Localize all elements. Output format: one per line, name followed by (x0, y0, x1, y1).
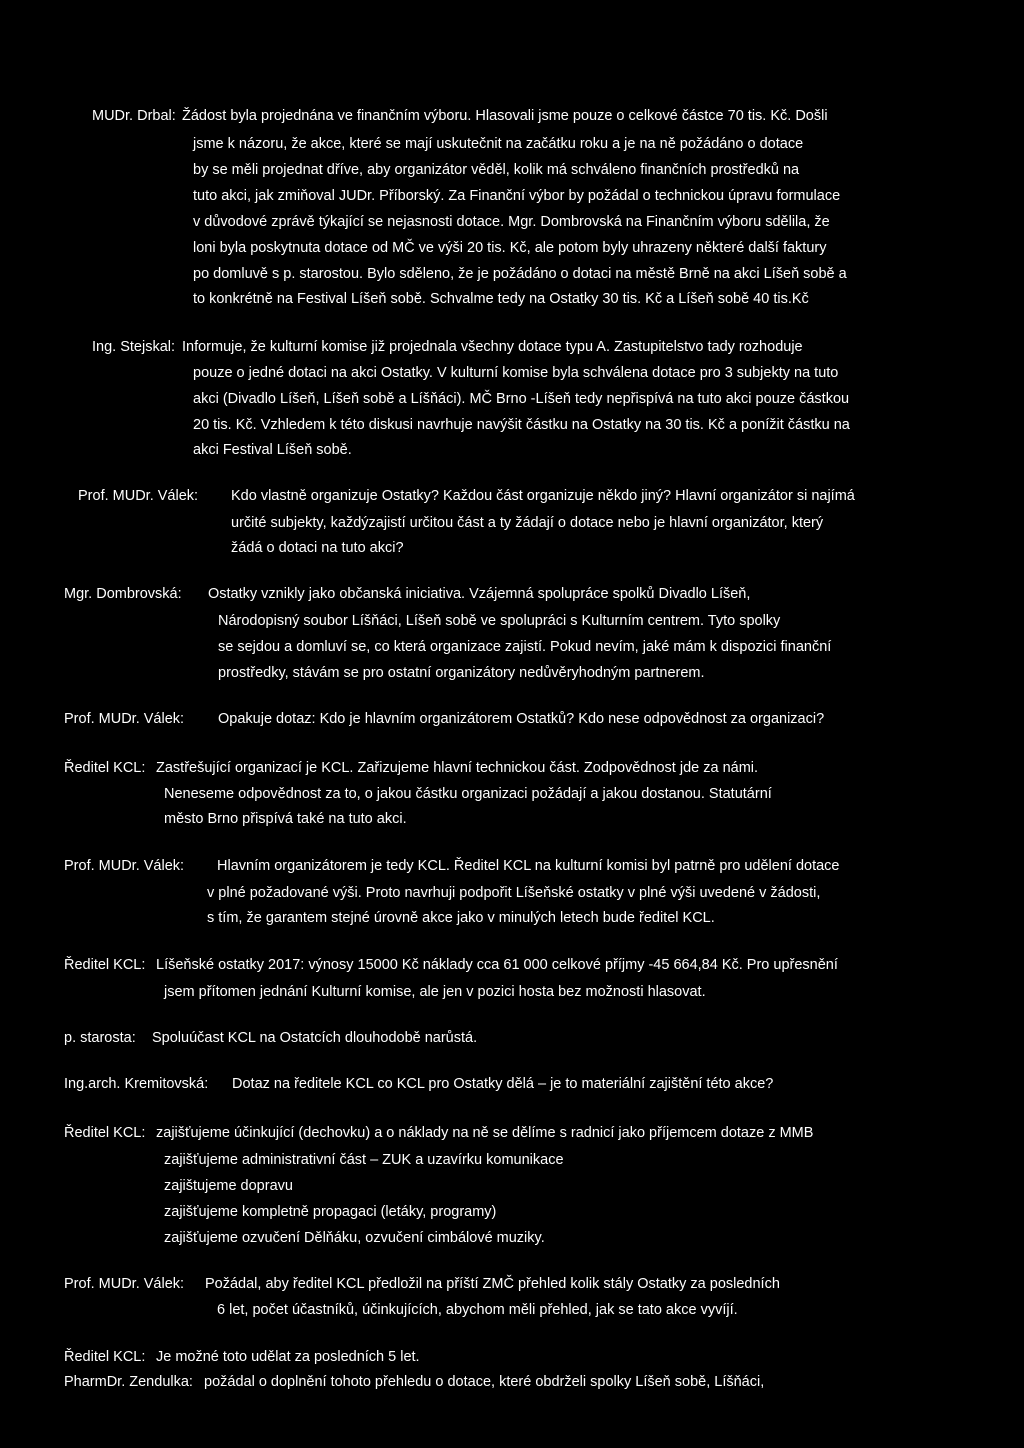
statement-line: se sejdou a domluví se, co která organizace zajistí. Pokud nevím, jaké mám k dispozici finanční (218, 639, 832, 655)
statement-line: po domluvě s p. starostou. Bylo sděleno, že je požádáno o dotaci na městě Brně na akci Líšeň sobě a (193, 266, 847, 282)
statement-line: jsme k názoru, že akce, které se mají uskutečnit na začátku roku a je na ně požádáno o dotace (193, 136, 804, 152)
statement-line: Ostatky vznikly jako občanská iniciativa. Vzájemná spolupráce spolků Divadlo Líšeň, (208, 586, 751, 602)
statement-line: s tím, že garantem stejné úrovně akce jako v minulých letech bude ředitel KCL. (207, 910, 715, 926)
statement-line: Opakuje dotaz: Kdo je hlavním organizátorem Ostatků? Kdo nese odpovědnost za organizaci? (218, 711, 825, 727)
statement-line: Kdo vlastně organizuje Ostatky? Každou část organizuje někdo jiný? Hlavní organizátor si najímá (231, 488, 855, 504)
statement-line: loni byla poskytnuta dotace od MČ ve výši 20 tis. Kč, ale potom byly uhrazeny některé další faktury (193, 240, 827, 256)
statement-line: Neneseme odpovědnost za to, o jakou částku organizaci požádají a jakou dostanou. Statutární (164, 786, 772, 802)
speaker-label: Ředitel KCL: (64, 1349, 146, 1365)
statement-line: zajišťujeme účinkující (dechovku) a o náklady na ně se dělíme s radnicí jako příjemcem dotaze z MMB (156, 1125, 814, 1141)
statement-line: Je možné toto udělat za posledních 5 let. (156, 1349, 420, 1365)
statement-line: akci (Divadlo Líšeň, Líšeň sobě a Líšňáci). MČ Brno -Líšeň tedy nepřispívá na tuto akci pouze částkou (193, 391, 850, 407)
statement-line: požádal o doplnění tohoto přehledu o dotace, které obdrželi spolky Líšeň sobě, Líšňáci, (204, 1374, 765, 1390)
statement-line: Žádost byla projednána ve finančním výboru. Hlasovali jsme pouze o celkové částce 70 tis. Kč. Došli (182, 108, 828, 124)
speaker-label: Ředitel KCL: (64, 1125, 146, 1141)
speaker-label: Prof. MUDr. Válek: (78, 488, 199, 504)
statement-line: Národopisný soubor Líšňáci, Líšeň sobě ve spolupráci s Kulturním centrem. Tyto spolky (218, 613, 781, 629)
statement-line: jsem přítomen jednání Kulturní komise, ale jen v pozici hosta bez možnosti hlasovat. (164, 984, 706, 1000)
statement-line: to konkrétně na Festival Líšeň sobě. Schvalme tedy na Ostatky 30 tis. Kč a Líšeň sobě 40 tis.Kč (193, 291, 809, 307)
statement-line: Líšeňské ostatky 2017: výnosy 15000 Kč náklady cca 61 000 celkové příjmy -45 664,84 Kč. Pro upřesnění (156, 957, 838, 973)
statement-line: akci Festival Líšeň sobě. (193, 442, 352, 458)
speaker-label: PharmDr. Zendulka: (64, 1374, 193, 1390)
statement-line: zajišťujeme ozvučení Dělňáku, ozvučení cimbálové muziky. (164, 1230, 545, 1246)
speaker-label: Mgr. Dombrovská: (64, 586, 182, 602)
statement-line: prostředky, stávám se pro ostatní organizátory nedůvěryhodným partnerem. (218, 665, 705, 681)
statement-line: v důvodové zprávě týkající se nejasnosti dotace. Mgr. Dombrovská na Finančním výboru sdělila, že (193, 214, 830, 230)
statement-line: zajišťujeme kompletně propagaci (letáky, programy) (164, 1204, 497, 1220)
statement-line: Hlavním organizátorem je tedy KCL. Ředitel KCL na kulturní komisi byl patrně pro udělení dotace (217, 858, 840, 874)
statement-line: pouze o jedné dotaci na akci Ostatky. V kulturní komise byla schválena dotace pro 3 subjekty na tuto (193, 365, 839, 381)
statement-line: v plné požadované výši. Proto navrhuji podpořit Líšeňské ostatky v plné výši uvedené v žádosti, (207, 885, 821, 901)
statement-line: tuto akci, jak zmiňoval JUDr. Příborský. Za Finanční výbor by požádal o technickou úpravu formulace (193, 188, 841, 204)
statement-line: 6 let, počet účastníků, účinkujících, abychom měli přehled, jak se tato akce vyvíjí. (217, 1302, 738, 1318)
statement-line: žádá o dotaci na tuto akci? (231, 540, 404, 556)
statement-line: Zastřešující organizací je KCL. Zařizujeme hlavní technickou část. Zodpovědnost jde za námi. (156, 760, 759, 776)
speaker-label: Ředitel KCL: (64, 957, 146, 973)
statement-line: Dotaz na ředitele KCL co KCL pro Ostatky dělá – je to materiální zajištění této akce? (232, 1076, 774, 1092)
statement-line: zajištujeme dopravu (164, 1178, 293, 1194)
speaker-label: Ing. Stejskal: (92, 339, 176, 355)
statement-line: město Brno přispívá také na tuto akci. (164, 811, 407, 827)
speaker-label: Ředitel KCL: (64, 760, 146, 776)
statement-line: Spoluúčast KCL na Ostatcích dlouhodobě narůstá. (152, 1030, 478, 1046)
statement-line: zajišťujeme administrativní část – ZUK a uzavírku komunikace (164, 1152, 564, 1168)
speaker-label: Prof. MUDr. Válek: (64, 1276, 185, 1292)
statement-line: 20 tis. Kč. Vzhledem k této diskusi navrhuje navýšit částku na Ostatky na 30 tis. Kč a ponížit částku na (193, 417, 850, 433)
speaker-label: MUDr. Drbal: (92, 108, 176, 124)
statement-line: určité subjekty, každýzajistí určitou část a ty žádají o dotace nebo je hlavní organizátor, který (231, 515, 824, 531)
speaker-label: p. starosta: (64, 1030, 136, 1046)
statement-line: Požádal, aby ředitel KCL předložil na příští ZMČ přehled kolik stály Ostatky za posledních (205, 1276, 780, 1292)
speaker-label: Prof. MUDr. Válek: (64, 858, 185, 874)
speaker-label: Ing.arch. Kremitovská: (64, 1076, 209, 1092)
statement-line: by se měli projednat dříve, aby organizátor věděl, kolik má schváleno finančních prostředků na (193, 162, 800, 178)
statement-line: Informuje, že kulturní komise již projednala všechny dotace typu A. Zastupitelstvo tady rozhoduje (182, 339, 803, 355)
speaker-label: Prof. MUDr. Válek: (64, 711, 185, 727)
